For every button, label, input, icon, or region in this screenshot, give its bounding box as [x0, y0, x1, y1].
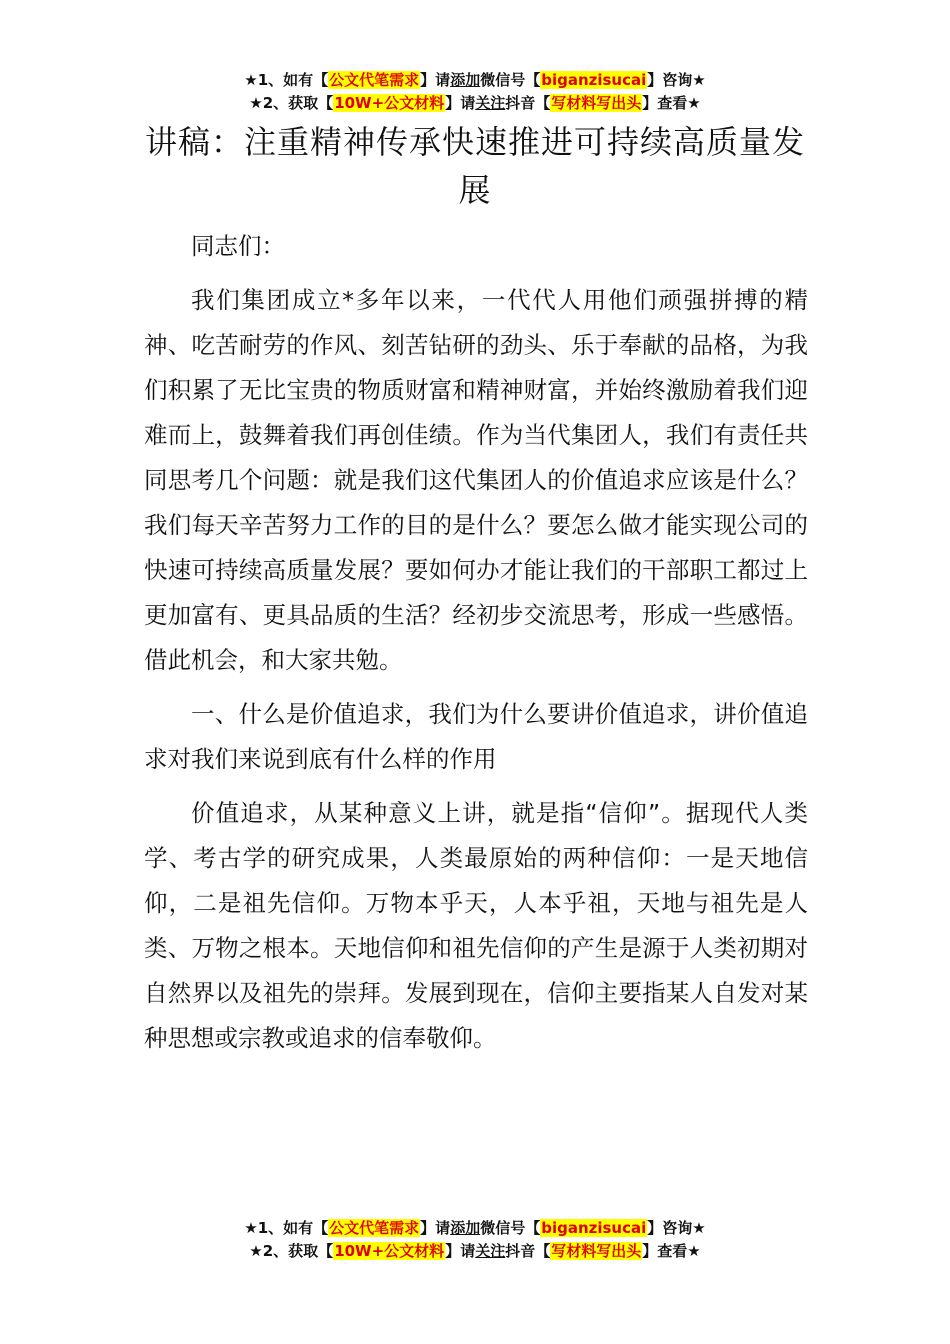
banner-text: 】咨询★ — [647, 71, 706, 89]
banner-text: ★2、获取【 — [249, 1242, 334, 1260]
highlight-service: 公文代笔需求 — [329, 1219, 420, 1237]
banner-text: ★1、如有【 — [244, 1219, 329, 1237]
banner-text: 】查看★ — [642, 1242, 701, 1260]
highlight-wechat-id: biganzisucai — [541, 71, 647, 89]
header-banner — [0, 69, 950, 115]
banner-text: 】查看★ — [642, 94, 701, 112]
banner-text: 微信号【 — [480, 71, 541, 89]
highlight-materials: 10W+公文材料 — [334, 1242, 445, 1260]
banner-text: 】请 — [420, 71, 451, 89]
banner-text: 】请 — [445, 1242, 476, 1260]
banner-text: 】咨询★ — [647, 1219, 706, 1237]
document-title: 讲稿：注重精神传承快速推进可持续高质量发展 — [144, 123, 805, 209]
underlined-text: 关注 — [475, 94, 506, 112]
underlined-text: 添加 — [450, 1219, 481, 1237]
highlight-douyin-account: 写材料写出头 — [551, 1242, 642, 1260]
banner-text: 微信号【 — [480, 1219, 541, 1237]
body-paragraph: 我们集团成立*多年以来，一代代人用他们顽强拼搏的精神、吃苦耐劳的作风、刻苦钻研的劲头、乐于奉献的品格，为我们积累了无比宝贵的物质财富和精神财富，并始终激励着我们迎难而上，鼓舞着我们再创佳绩。作为当代集团人，我们有责任共同思考几个问题：就是我们这代集团人的价值追求应该是什么？我们每天辛苦努力工作的目的是什么？要怎么做才能实现公司的快速可持续高质量发展？要如何办才能让我们的干部职工都过上更加富有、更具品质的生活？经初步交流思考，形成一些感悟。借此机会，和大家共勉。 — [144, 286, 808, 674]
highlight-service: 公文代笔需求 — [329, 71, 420, 89]
highlight-materials: 10W+公文材料 — [334, 94, 445, 112]
highlight-douyin-account: 写材料写出头 — [551, 94, 642, 112]
highlight-wechat-id: biganzisucai — [541, 1219, 647, 1237]
banner-text: 】请 — [420, 1219, 451, 1237]
salutation: 同志们： — [191, 232, 285, 260]
underlined-text: 添加 — [450, 71, 481, 89]
footer-banner — [0, 1217, 950, 1263]
banner-line-1 — [0, 1217, 950, 1240]
banner-text: 】请 — [445, 94, 476, 112]
section-heading: 一、什么是价值追求，我们为什么要讲价值追求，讲价值追求对我们来说到底有什么样的作用 — [144, 700, 808, 773]
banner-line-1 — [0, 69, 950, 92]
banner-text: 抖音【 — [505, 94, 551, 112]
banner-line-2 — [0, 92, 950, 115]
banner-line-2 — [0, 1240, 950, 1263]
underlined-text: 关注 — [475, 1242, 506, 1260]
body-paragraph: 价值追求，从某种意义上讲，就是指“信仰”。据现代人类学、考古学的研究成果，人类最原始的两种信仰：一是天地信仰，二是祖先信仰。万物本乎天，人本乎祖，天地与祖先是人类、万物之根本。天地信仰和祖先信仰的产生是源于人类初期对自然界以及祖先的崇拜。发展到现在，信仰主要指某人自发对某种思想或宗教或追求的信奉敬仰。 — [144, 799, 808, 1052]
banner-text: 抖音【 — [505, 1242, 551, 1260]
banner-text: ★1、如有【 — [244, 71, 329, 89]
document-body — [144, 224, 808, 1070]
banner-text: ★2、获取【 — [249, 94, 334, 112]
